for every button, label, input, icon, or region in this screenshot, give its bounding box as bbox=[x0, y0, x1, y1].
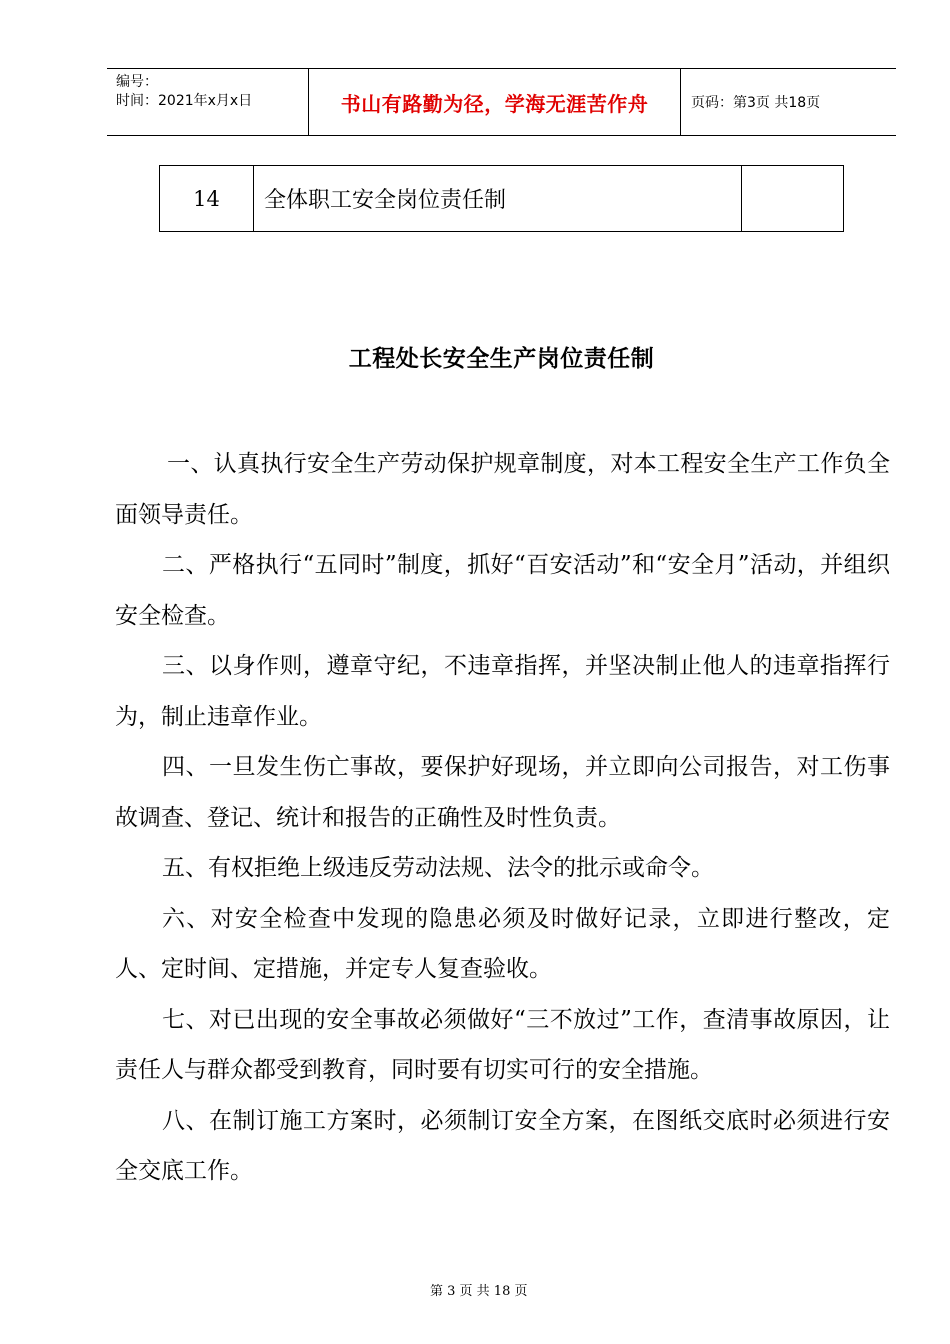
paragraph: 七、对已出现的安全事故必须做好“三不放过”工作，查清事故原因，让责任人与群众都受到教育，同时要有切实可行的安全措施。 bbox=[115, 1006, 890, 1083]
paragraph: 六、对安全检查中发现的隐患必须及时做好记录，立即进行整改，定人、定时间、定措施，并定专人复查验收。 bbox=[115, 905, 890, 982]
document-title: 工程处长安全生产岗位责任制 bbox=[348, 346, 655, 372]
paragraph: 三、以身作则，遵章守纪，不违章指挥，并坚决制止他人的违章指挥行为，制止违章作业。 bbox=[115, 653, 890, 730]
page-footer: 第 3 页 共 18 页 bbox=[430, 1284, 528, 1299]
paragraph: 五、有权拒绝上级违反劳动法规、法令的批示或命令。 bbox=[162, 855, 714, 881]
item-name: 全体职工安全岗位责任制 bbox=[254, 166, 742, 231]
document-body bbox=[115, 439, 890, 1197]
document-date-label: 时间：2021年x月x日 bbox=[116, 93, 253, 109]
page-header bbox=[107, 68, 896, 136]
paragraph: 二、严格执行“五同时”制度，抓好“百安活动”和“安全月”活动，并组织安全检查。 bbox=[115, 552, 890, 629]
header-page-info: 页码：第3页 共18页 bbox=[691, 95, 821, 111]
header-motto: 书山有路勤为径，学海无涯苦作舟 bbox=[309, 69, 681, 135]
item-blank-cell bbox=[742, 166, 843, 231]
item-number: 14 bbox=[160, 166, 254, 231]
header-meta bbox=[107, 69, 309, 135]
paragraph: 八、在制订施工方案时，必须制订安全方案，在图纸交底时必须进行安全交底工作。 bbox=[115, 1107, 890, 1184]
document-number-label: 编号： bbox=[116, 74, 158, 90]
paragraph: 四、一旦发生伤亡事故，要保护好现场，并立即向公司报告，对工伤事故调查、登记、统计和报告的正确性及时性负责。 bbox=[115, 754, 890, 831]
paragraph: 一、认真执行安全生产劳动保护规章制度，对本工程安全生产工作负全面领导责任。 bbox=[115, 451, 890, 528]
table-row bbox=[159, 165, 844, 232]
